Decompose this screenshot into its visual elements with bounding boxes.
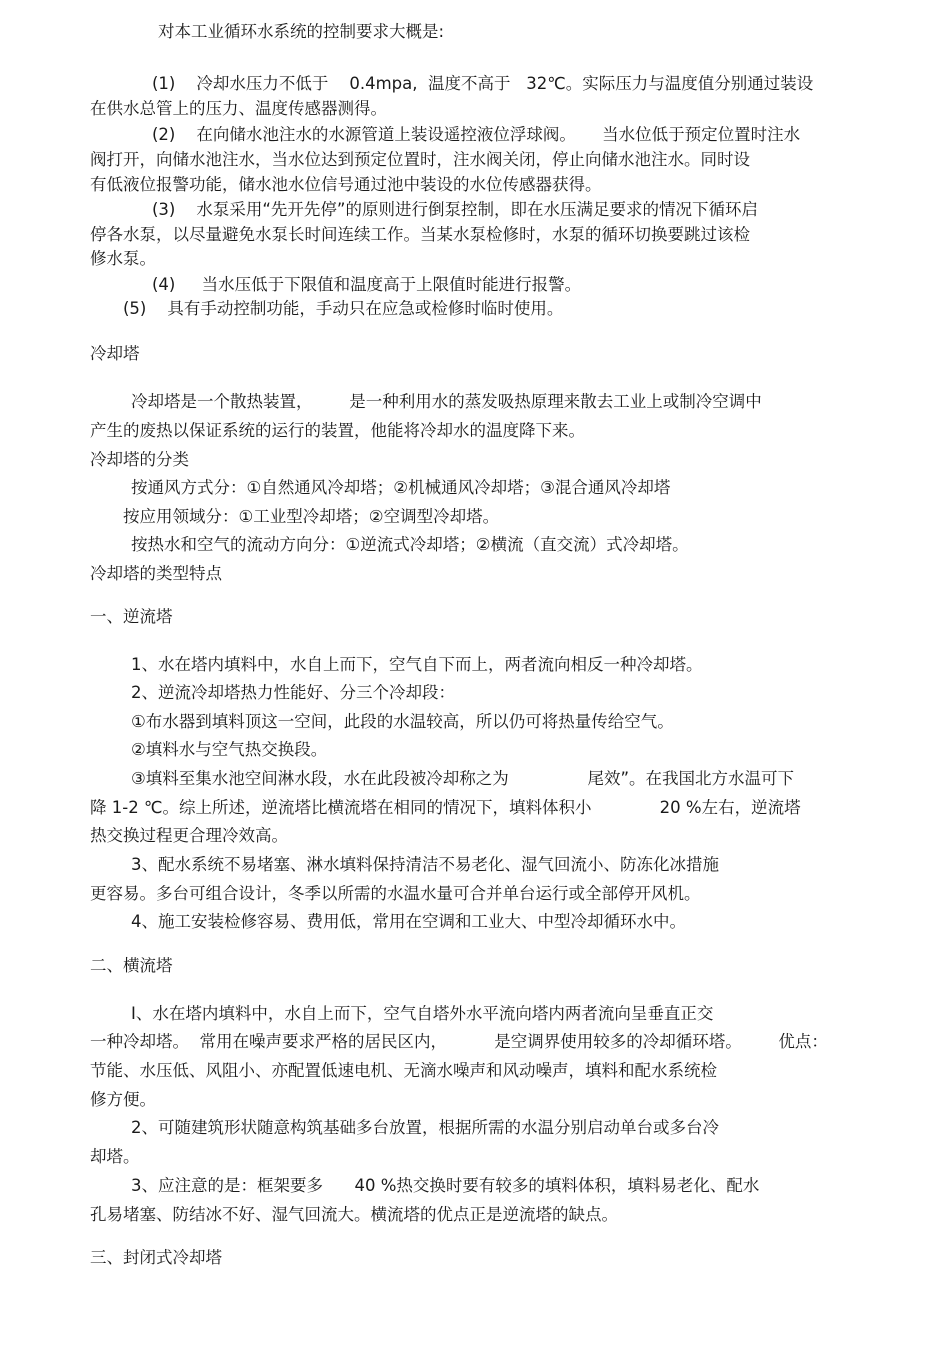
- crossflow-item-1-cont: 修方便。: [90, 1090, 156, 1109]
- cooling-tower-definition-cont: 产生的废热以保证系统的运行的装置，他能将冷却水的温度降下来。: [90, 421, 585, 440]
- crossflow-item-2-cont: 却塔。: [90, 1147, 140, 1166]
- counterflow-stage-3-cont: 热交换过程更合理冷效高。: [90, 826, 288, 845]
- classification-application: 按应用领域分：①工业型冷却塔；②空调型冷却塔。: [123, 507, 500, 526]
- requirement-1-cont: 在供水总管上的压力、温度传感器测得。: [90, 99, 387, 118]
- crossflow-item-1-cont: 节能、水压低、风阻小、亦配置低速电机、无滴水噪声和风动噪声，填料和配水系统检: [90, 1061, 717, 1080]
- cooling-tower-definition: 冷却塔是一个散热装置， 是一种利用水的蒸发吸热原理来散去工业上或制冷空调中: [131, 392, 762, 411]
- classification-ventilation: 按通风方式分：①自然通风冷却塔；②机械通风冷却塔；③混合通风冷却塔: [131, 478, 671, 497]
- classification-heading: 冷却塔的分类: [90, 450, 189, 469]
- classification-flow: 按热水和空气的流动方向分：①逆流式冷却塔；②横流（直交流）式冷却塔。: [131, 535, 689, 554]
- requirement-2: (2) 在向储水池注水的水源管道上装设遥控液位浮球阀。 当水位低于预定位置时注水: [152, 125, 801, 144]
- crossflow-item-1: I、水在塔内填料中，水自上而下，空气自塔外水平流向塔内两者流向呈垂直正交: [131, 1004, 714, 1023]
- requirement-3: (3) 水泵采用“先开先停”的原则进行倒泵控制，即在水压满足要求的情况下循环启: [152, 200, 758, 219]
- crossflow-item-3-cont: 孔易堵塞、防结冰不好、湿气回流大。横流塔的优点正是逆流塔的缺点。: [90, 1205, 618, 1224]
- counterflow-item-1: 1、水在塔内填料中，水自上而下，空气自下而上，两者流向相反一种冷却塔。: [131, 655, 703, 674]
- requirement-1: (1) 冷却水压力不低于 0.4mpa, 温度不高于 32℃。实际压力与温度值分别通过装设: [152, 74, 814, 93]
- counterflow-stage-2: ②填料水与空气热交换段。: [131, 740, 328, 759]
- counterflow-item-4: 4、施工安装检修容易、费用低，常用在空调和工业大、中型冷却循环水中。: [131, 912, 686, 931]
- type-features-heading: 冷却塔的类型特点: [90, 564, 222, 583]
- section-heading-crossflow: 二、横流塔: [90, 956, 173, 975]
- counterflow-item-3-cont: 更容易。多台可组合设计，冬季以所需的水温水量可合并单台运行或全部停开风机。: [90, 884, 701, 903]
- counterflow-item-3: 3、配水系统不易堵塞、淋水填料保持清洁不易老化、湿气回流小、防冻化冰措施: [131, 855, 719, 874]
- section-heading-closed-tower: 三、封闭式冷却塔: [90, 1248, 222, 1267]
- section-heading-counterflow: 一、逆流塔: [90, 607, 173, 626]
- requirement-2-cont: 有低液位报警功能，储水池水位信号通过池中装设的水位传感器获得。: [90, 175, 602, 194]
- section-heading-cooling-tower: 冷却塔: [90, 344, 140, 363]
- requirement-2-cont: 阀打开，向储水池注水，当水位达到预定位置时，注水阀关闭，停止向储水池注水。同时设: [90, 150, 750, 169]
- crossflow-item-2: 2、可随建筑形状随意构筑基础多台放置，根据所需的水温分别启动单台或多台冷: [131, 1118, 719, 1137]
- intro-line: 对本工业循环水系统的控制要求大概是:: [158, 22, 445, 41]
- counterflow-stage-3: ③填料至集水池空间淋水段，水在此段被冷却称之为 尾效”。在我国北方水温可下: [131, 769, 795, 788]
- requirement-4: (4) 当水压低于下限值和温度高于上限值时能进行报警。: [152, 275, 582, 294]
- counterflow-item-2: 2、逆流冷却塔热力性能好、分三个冷却段：: [131, 683, 455, 702]
- requirement-5: (5) 具有手动控制功能，手动只在应急或检修时临时使用。: [123, 299, 564, 318]
- crossflow-item-1-cont: 一种冷却塔。 常用在噪声要求严格的居民区内， 是空调界使用较多的冷却循环塔。 优点：: [90, 1032, 828, 1051]
- crossflow-item-3: 3、应注意的是：框架要多 40 %热交换时要有较多的填料体积，填料易老化、配水: [131, 1176, 760, 1195]
- counterflow-stage-1: ①布水器到填料顶这一空间，此段的水温较高，所以仍可将热量传给空气。: [131, 712, 674, 731]
- counterflow-stage-3-cont: 降 1-2 ℃。综上所述，逆流塔比横流塔在相同的情况下，填料体积小 20 %左右，逆流塔: [90, 798, 801, 817]
- requirement-3-cont: 修水泵。: [90, 249, 156, 268]
- requirement-3-cont: 停各水泵，以尽量避免水泵长时间连续工作。当某水泵检修时，水泵的循环切换要跳过该检: [90, 225, 750, 244]
